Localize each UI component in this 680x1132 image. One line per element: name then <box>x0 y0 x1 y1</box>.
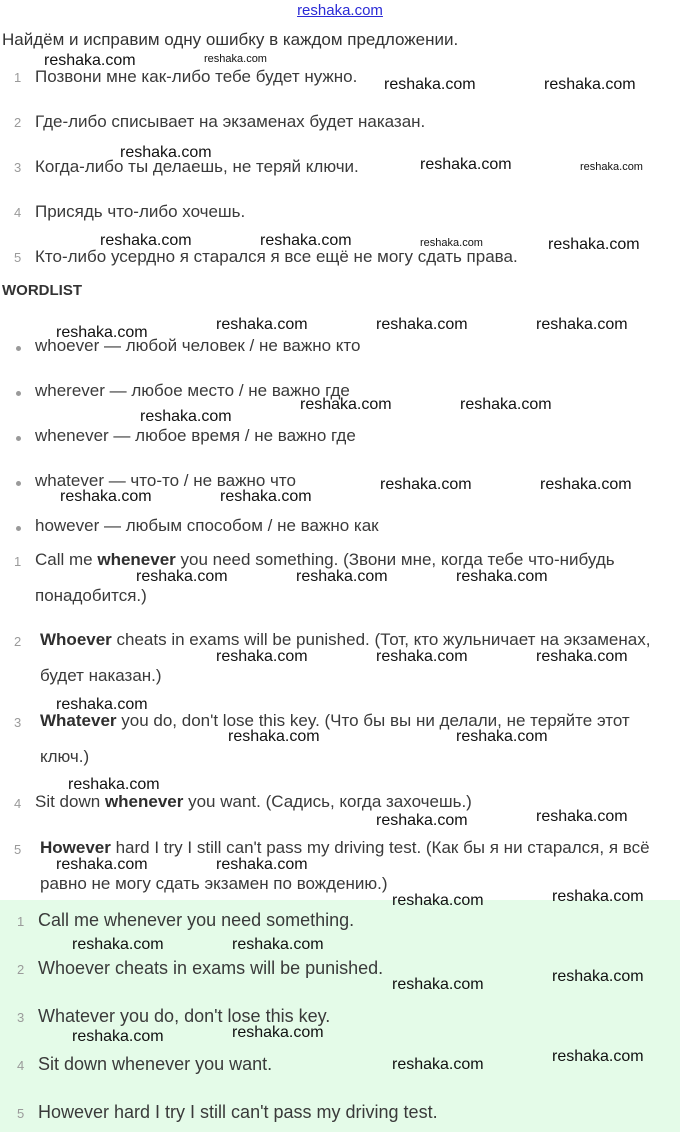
exercise-number: 3 <box>14 160 22 175</box>
watermark: reshaka.com <box>552 1048 644 1065</box>
keyword: Whoever <box>40 630 112 649</box>
keyword: Whatever <box>40 711 117 730</box>
explanation-number: 3 <box>14 715 22 730</box>
site-title-link[interactable]: reshaka.com <box>297 2 383 19</box>
watermark: reshaka.com <box>56 696 148 713</box>
explanation-text: Call me whenever you need something. (Звони мне, когда тебе что-нибудь понадобится.) <box>35 550 615 605</box>
explanation-number: 5 <box>14 842 22 857</box>
watermark: reshaka.com <box>420 237 483 249</box>
watermark: reshaka.com <box>384 76 476 93</box>
bullet-icon <box>16 346 21 351</box>
answer-sentence: Sit down whenever you want. <box>38 1054 273 1074</box>
answer-number: 2 <box>17 962 25 977</box>
answer-box <box>0 900 680 1132</box>
watermark: reshaka.com <box>44 52 136 69</box>
watermark: reshaka.com <box>536 316 628 333</box>
watermark: reshaka.com <box>204 53 267 65</box>
exercise-sentence: Когда-либо ты делаешь, не теряй ключи. <box>35 157 359 176</box>
watermark: reshaka.com <box>68 776 160 793</box>
watermark: reshaka.com <box>544 76 636 93</box>
keyword: whenever <box>97 550 176 569</box>
answer-sentence: However hard I try I still can't pass my driving test. <box>38 1102 438 1122</box>
wordlist-entry: whenever — любое время / не важно где <box>35 426 356 445</box>
watermark: reshaka.com <box>300 396 392 413</box>
watermark: reshaka.com <box>540 476 632 493</box>
watermark: reshaka.com <box>228 728 320 745</box>
answer-number: 3 <box>17 1010 25 1025</box>
wordlist-entry: wherever — любое место / не важно где <box>35 381 350 400</box>
watermark: reshaka.com <box>60 488 152 505</box>
watermark: reshaka.com <box>392 892 484 909</box>
explanation-number: 1 <box>14 554 22 569</box>
explanation-text: Whatever you do, don't lose this key. (Что бы вы ни делали, не теряйте этот ключ.) <box>40 711 630 766</box>
exercise-number: 4 <box>14 205 22 220</box>
bullet-icon <box>16 436 21 441</box>
wordlist-heading: WORDLIST <box>2 282 82 299</box>
wordlist-entry: however — любым способом / не важно как <box>35 516 379 535</box>
wordlist-entry: whatever — что-то / не важно что <box>35 471 296 490</box>
watermark: reshaka.com <box>56 324 148 341</box>
keyword: However <box>40 838 111 857</box>
watermark: reshaka.com <box>420 156 512 173</box>
answer-number: 1 <box>17 914 25 929</box>
bullet-icon <box>16 391 21 396</box>
watermark: reshaka.com <box>376 316 468 333</box>
watermark: reshaka.com <box>536 648 628 665</box>
bullet-icon <box>16 526 21 531</box>
explanation-text: Whoever cheats in exams will be punished. (Тот, кто жульничает на экзаменах, будет наказан.) <box>40 630 651 685</box>
instruction-text: Найдём и исправим одну ошибку в каждом предложении. <box>2 30 459 49</box>
explanation-text: However hard I try I still can't pass my driving test. (Как бы я ни старался, я всё равно не могу сдать экзамен по вождению.) <box>40 838 650 893</box>
watermark: reshaka.com <box>136 568 228 585</box>
watermark: reshaka.com <box>392 1056 484 1073</box>
answer-number: 5 <box>17 1106 25 1121</box>
exercise-number: 2 <box>14 115 22 130</box>
watermark: reshaka.com <box>392 976 484 993</box>
watermark: reshaka.com <box>552 968 644 985</box>
bullet-icon <box>16 481 21 486</box>
watermark: reshaka.com <box>56 856 148 873</box>
watermark: reshaka.com <box>456 728 548 745</box>
watermark: reshaka.com <box>548 236 640 253</box>
exercise-sentence: Позвони мне как-либо тебе будет нужно. <box>35 67 358 86</box>
watermark: reshaka.com <box>376 812 468 829</box>
watermark: reshaka.com <box>232 1024 324 1041</box>
watermark: reshaka.com <box>552 888 644 905</box>
watermark: reshaka.com <box>460 396 552 413</box>
explanation-text: Sit down whenever you want. (Садись, когда захочешь.) <box>35 792 472 811</box>
watermark: reshaka.com <box>380 476 472 493</box>
exercise-number: 5 <box>14 250 22 265</box>
watermark: reshaka.com <box>216 648 308 665</box>
watermark: reshaka.com <box>216 856 308 873</box>
watermark: reshaka.com <box>100 232 192 249</box>
wordlist-entry: whoever — любой человек / не важно кто <box>35 336 361 355</box>
answer-sentence: Whatever you do, don't lose this key. <box>38 1006 331 1026</box>
watermark: reshaka.com <box>220 488 312 505</box>
watermark: reshaka.com <box>232 936 324 953</box>
watermark: reshaka.com <box>216 316 308 333</box>
watermark: reshaka.com <box>456 568 548 585</box>
answer-number: 4 <box>17 1058 25 1073</box>
watermark: reshaka.com <box>536 808 628 825</box>
watermark: reshaka.com <box>72 936 164 953</box>
answer-sentence: Call me whenever you need something. <box>38 910 355 930</box>
watermark: reshaka.com <box>376 648 468 665</box>
watermark: reshaka.com <box>580 161 643 173</box>
exercise-sentence: Присядь что-либо хочешь. <box>35 202 246 221</box>
answer-sentence: Whoever cheats in exams will be punished. <box>38 958 384 978</box>
exercise-sentence: Где-либо списывает на экзаменах будет наказан. <box>35 112 426 131</box>
exercise-number: 1 <box>14 70 22 85</box>
explanation-number: 2 <box>14 634 22 649</box>
watermark: reshaka.com <box>72 1028 164 1045</box>
watermark: reshaka.com <box>296 568 388 585</box>
watermark: reshaka.com <box>260 232 352 249</box>
watermark: reshaka.com <box>140 408 232 425</box>
explanation-number: 4 <box>14 796 22 811</box>
watermark: reshaka.com <box>120 144 212 161</box>
keyword: whenever <box>104 792 184 811</box>
exercise-sentence: Кто-либо усердно я старался я все ещё не могу сдать права. <box>35 247 518 266</box>
